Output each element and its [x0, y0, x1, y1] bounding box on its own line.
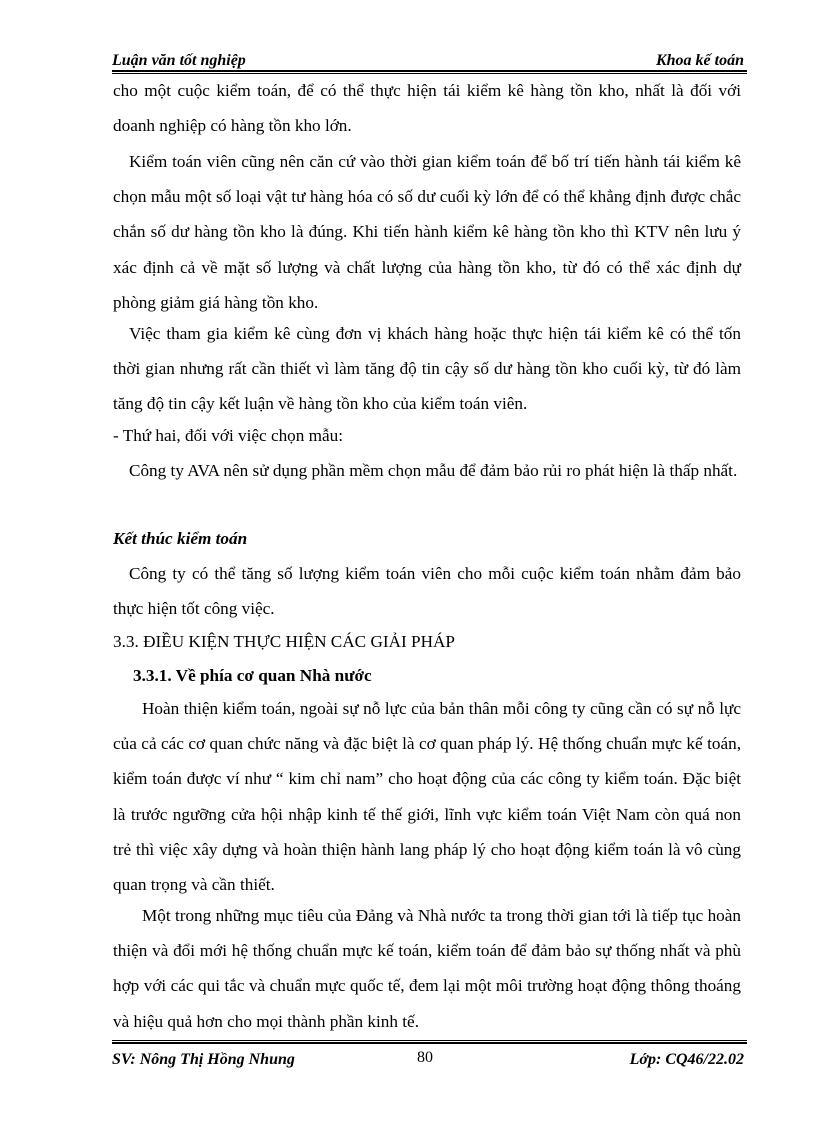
heading-section-3-3-1: 3.3.1. Về phía cơ quan Nhà nước — [133, 666, 372, 685]
paragraph-6: Công ty có thể tăng số lượng kiểm toán viên cho mỗi cuộc kiểm toán nhằm đảm bảo thực hiện tốt công việc. — [113, 564, 741, 619]
heading-ket-thuc-kiem-toan: Kết thúc kiểm toán — [113, 529, 248, 548]
footer-page-number: 80 — [417, 1049, 433, 1066]
footer-class-code: Lớp: CQ46/22.02 — [629, 1051, 744, 1068]
paragraph-8: Một trong những mục tiêu của Đảng và Nhà nước ta trong thời gian tới là tiếp tục hoàn thiện và đổi mới hệ thống chuẩn mực kế toán, kiểm toán để đảm bảo sự thống nhất và phù hợp với các qui tắc và chuẩn mực quốc tế, đem lại một môi trường hoạt động thông thoáng và hiệu quả hơn cho mọi thành phần kinh tế. — [113, 906, 741, 1031]
paragraph-2: Kiểm toán viên cũng nên căn cứ vào thời gian kiểm toán để bố trí tiến hành tái kiểm kê chọn mẫu một số loại vật tư hàng hóa có số dư cuối kỳ lớn để có thể khẳng định được chắc chắn số dư hàng tồn kho là đúng. Khi tiến hành kiểm kê hàng tồn kho thì KTV nên lưu ý xác định cả về mặt số lượng và chất lượng của hàng tồn kho, từ đó có thể xác định dự phòng giảm giá hàng tồn kho. — [113, 152, 741, 312]
footer-rule — [112, 1040, 747, 1044]
header-thesis-title: Luận văn tốt nghiệp — [112, 52, 246, 69]
page-footer — [112, 1040, 747, 1074]
paragraph-4: - Thứ hai, đối với việc chọn mẫu: — [113, 426, 344, 445]
paragraph-3: Việc tham gia kiểm kê cùng đơn vị khách hàng hoặc thực hiện tái kiểm kê có thể tốn thời gian nhưng rất cần thiết vì làm tăng độ tin cậy số dư hàng tồn kho cuối kỳ, từ đó làm tăng độ tin cậy kết luận về hàng tồn kho của kiểm toán viên. — [113, 324, 741, 414]
paragraph-5: Công ty AVA nên sử dụng phần mềm chọn mẫu để đảm bảo rủi ro phát hiện là thấp nhất. — [129, 461, 738, 480]
header-department: Khoa kế toán — [655, 52, 744, 69]
paragraph-1: cho một cuộc kiểm toán, để có thể thực hiện tái kiểm kê hàng tồn kho, nhất là đối với doanh nghiệp có hàng tồn kho lớn. — [113, 81, 741, 136]
paragraph-7: Hoàn thiện kiểm toán, ngoài sự nỗ lực của bản thân mỗi công ty cũng cần có sự nỗ lực của cả các cơ quan chức năng và đặc biệt là cơ quan pháp lý. Hệ thống chuẩn mực kế toán, kiểm toán được ví như “ kim chỉ nam” cho hoạt động của các công ty kiểm toán. Đặc biệt là trước ngưỡng cửa hội nhập kinh tế thế giới, lĩnh vực kiểm toán Việt Nam còn quá non trẻ thì việc xây dựng và hoàn thiện hành lang pháp lý cho hoạt động kiểm toán là vô cùng quan trọng và cần thiết. — [113, 699, 741, 895]
footer-student-name: SV: Nông Thị Hồng Nhung — [112, 1051, 295, 1068]
heading-section-3-3: 3.3. ĐIỀU KIỆN THỰC HIỆN CÁC GIẢI PHÁP — [113, 632, 455, 651]
